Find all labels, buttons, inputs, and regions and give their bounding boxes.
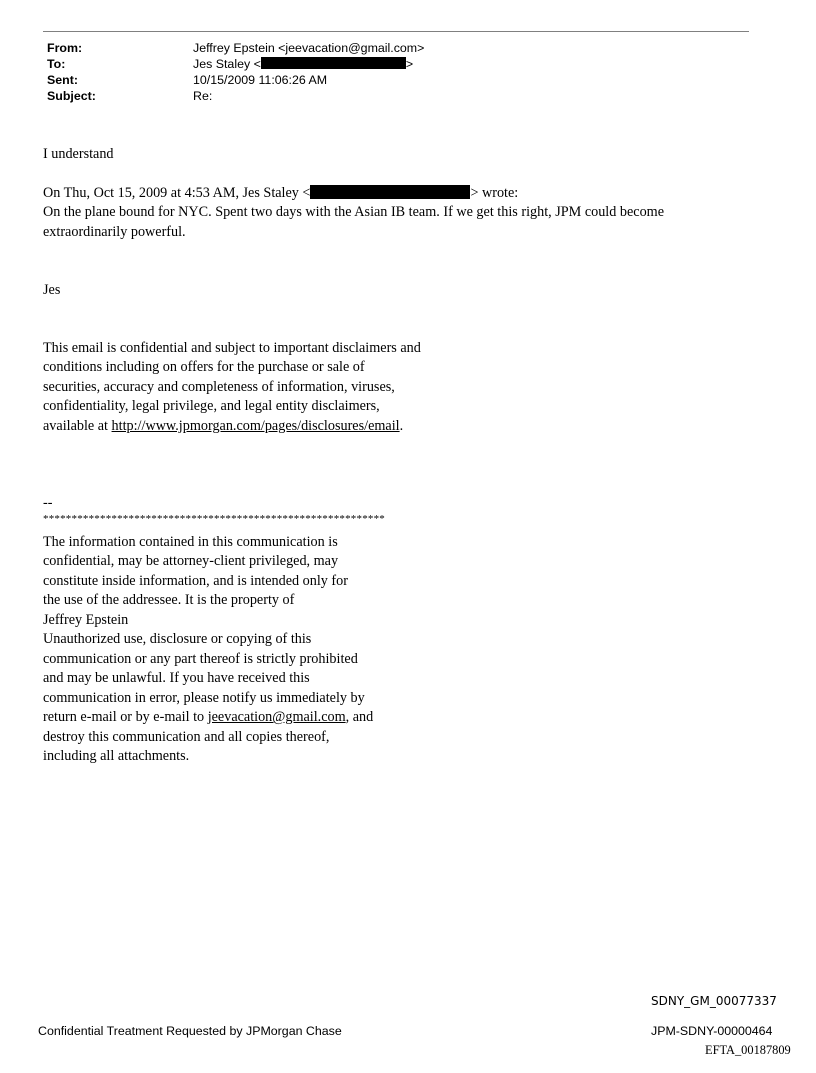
quote-intro-suffix: > wrote: [470, 185, 519, 201]
signature: Jes [43, 282, 61, 298]
disclaimer-line: and may be unlawful. If you have received this [43, 670, 310, 686]
return-prefix: return e-mail or by e-mail to [43, 709, 208, 725]
to-value-suffix: > [405, 57, 414, 71]
to-value-prefix: Jes Staley < [193, 57, 261, 71]
disclaimer-line: securities, accuracy and completeness of information, viruses, [43, 379, 395, 395]
email-link[interactable]: jeevacation@gmail.com [207, 709, 346, 725]
from-label: From: [47, 41, 83, 55]
separator-dashes: -- [43, 495, 53, 511]
sent-value: 10/15/2009 11:06:26 AM [193, 73, 328, 87]
disclaimer-line: communication or any part thereof is strictly prohibited [43, 651, 358, 667]
return-suffix: , and [345, 709, 374, 725]
redaction-box [310, 185, 470, 199]
disclaimer-line: communication in error, please notify us immediately by [43, 690, 365, 706]
disclaimer-line: the use of the addressee. It is the property of [43, 592, 295, 608]
disclaimer-prefix: available at [43, 418, 112, 434]
reply-text: I understand [43, 146, 114, 162]
redaction-box [261, 57, 406, 69]
header-divider [43, 31, 749, 32]
disclaimer-line: confidential, may be attorney-client privileged, may [43, 553, 339, 569]
disclaimer-line [43, 708, 373, 728]
disclaimer-line [43, 417, 403, 437]
confidential-notice: Confidential Treatment Requested by JPMorgan Chase [38, 1024, 342, 1038]
disclaimer-line: destroy this communication and all copies thereof, [43, 729, 330, 745]
quote-intro-prefix: On Thu, Oct 15, 2009 at 4:53 AM, Jes Staley < [43, 185, 311, 201]
bates-number-jpm: JPM-SDNY-00000464 [651, 1024, 773, 1038]
sent-label: Sent: [47, 73, 78, 87]
bates-number-efta: EFTA_00187809 [705, 1043, 791, 1057]
subject-value: Re: [193, 89, 213, 103]
bates-number-sdny: SDNY_GM_00077337 [651, 994, 777, 1008]
to-label: To: [47, 57, 66, 71]
disclaimer-line: constitute inside information, and is intended only for [43, 573, 348, 589]
disclaimer-line: Unauthorized use, disclosure or copying of this [43, 631, 312, 647]
to-value [193, 57, 413, 71]
subject-label: Subject: [47, 89, 96, 103]
quote-line: extraordinarily powerful. [43, 224, 186, 240]
disclaimer-line: The information contained in this communication is [43, 534, 338, 550]
disclaimer-line: including all attachments. [43, 748, 190, 764]
separator-stars: ************************************************************ [43, 513, 385, 525]
quote-line: On the plane bound for NYC. Spent two days with the Asian IB team. If we get this right, JPM could become [43, 204, 665, 220]
disclaimer-line: This email is confidential and subject to important disclaimers and [43, 340, 421, 356]
disclaimer-line: Jeffrey Epstein [43, 612, 129, 628]
disclosures-link[interactable]: http://www.jpmorgan.com/pages/disclosures/email [111, 418, 400, 434]
disclaimer-suffix: . [399, 418, 404, 434]
disclaimer-line: confidentiality, legal privilege, and legal entity disclaimers, [43, 398, 380, 414]
from-value: Jeffrey Epstein <jeevacation@gmail.com> [193, 41, 425, 55]
quote-intro [43, 184, 518, 204]
disclaimer-line: conditions including on offers for the purchase or sale of [43, 359, 365, 375]
